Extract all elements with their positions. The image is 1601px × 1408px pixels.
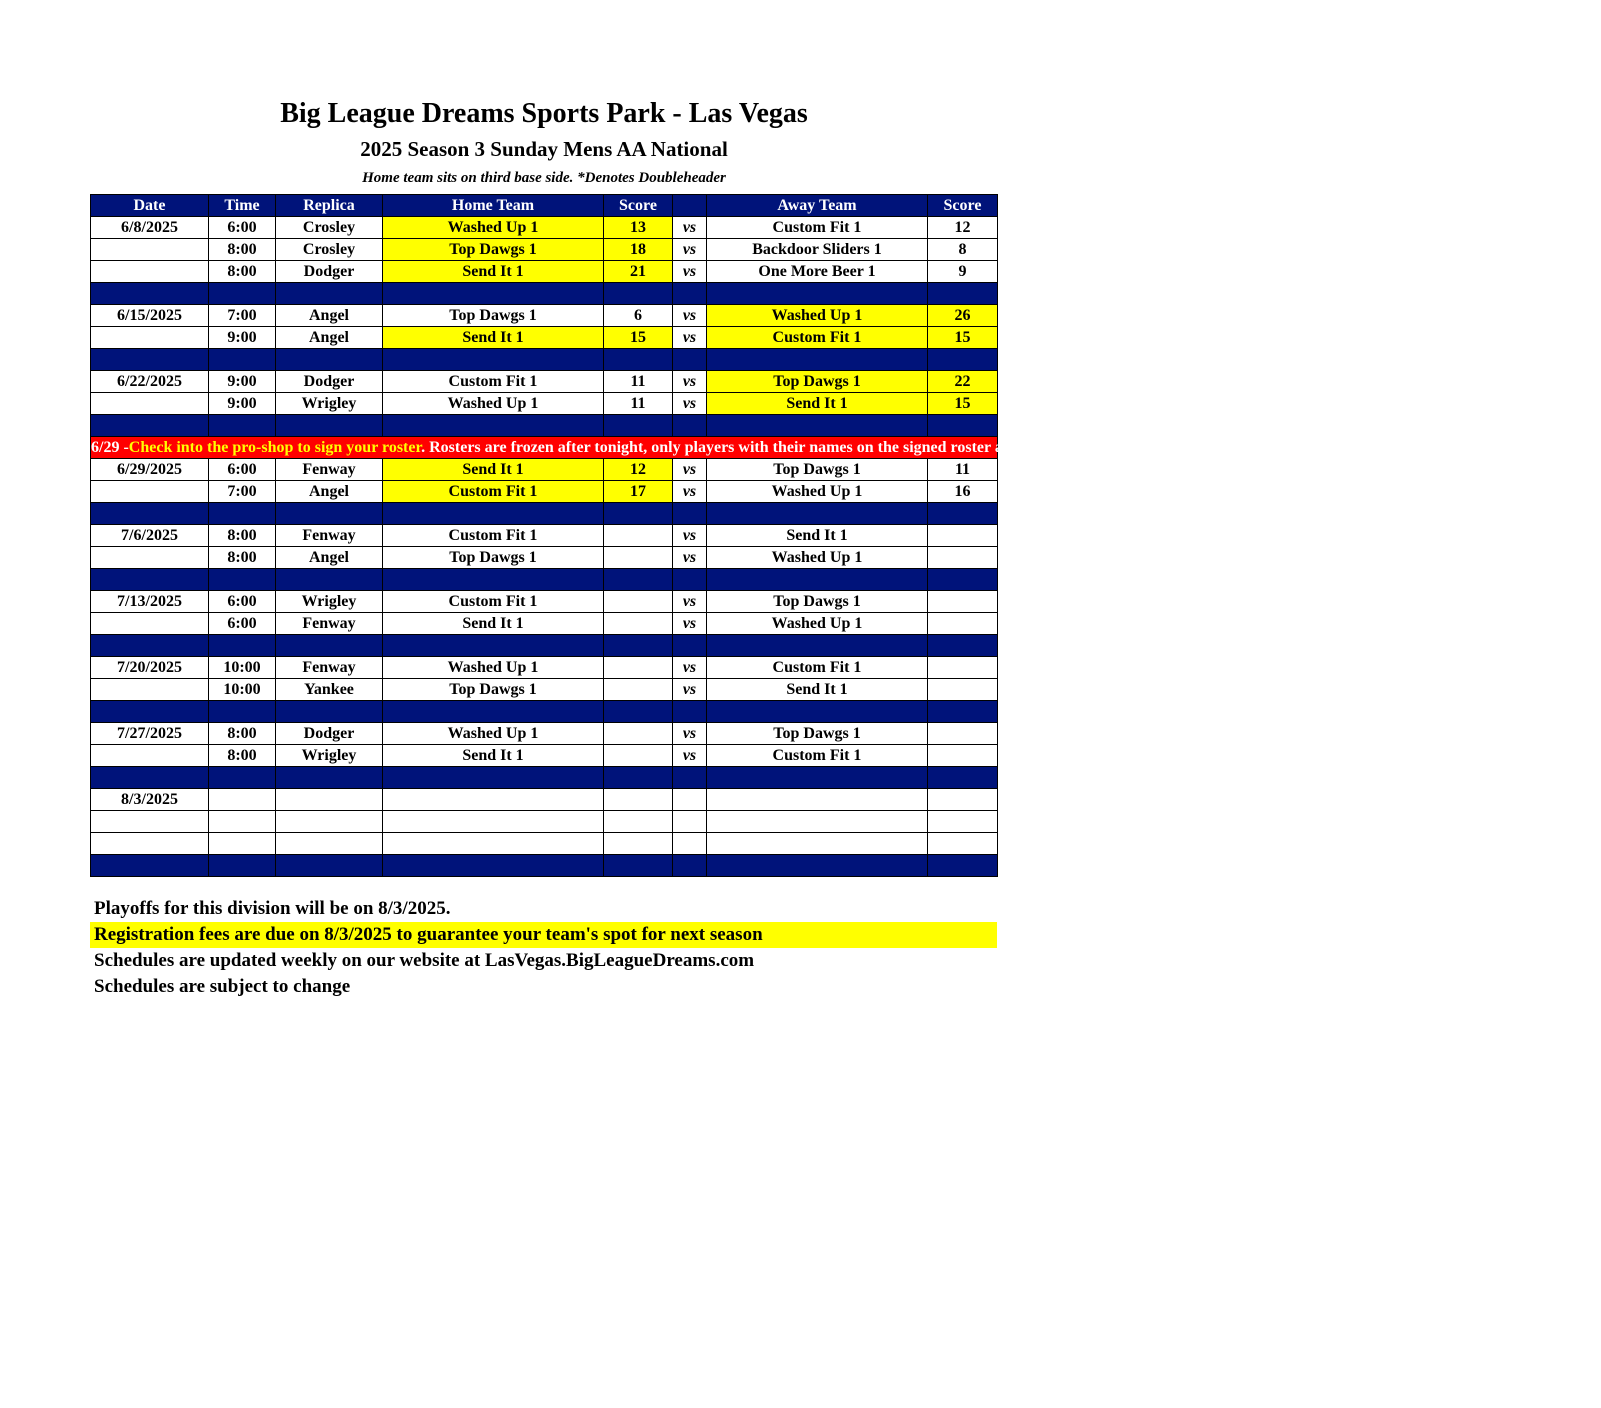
separator-cell — [383, 569, 604, 591]
replica-cell — [276, 811, 383, 833]
game-row — [91, 811, 998, 833]
col-header-away-score: Score — [928, 195, 998, 217]
col-header-vs — [673, 195, 707, 217]
vs-cell: vs — [673, 459, 707, 481]
separator-cell — [707, 855, 928, 877]
separator-cell — [928, 855, 998, 877]
separator-cell — [707, 767, 928, 789]
separator-cell — [604, 415, 673, 437]
replica-cell: Dodger — [276, 723, 383, 745]
away-team-cell: Custom Fit 1 — [707, 745, 928, 767]
replica-cell: Angel — [276, 481, 383, 503]
game-row — [91, 833, 998, 855]
time-cell: 8:00 — [209, 745, 276, 767]
separator-cell — [209, 855, 276, 877]
separator-cell — [707, 569, 928, 591]
away-score-cell: 16 — [928, 481, 998, 503]
separator-cell — [928, 635, 998, 657]
away-score-cell — [928, 613, 998, 635]
replica-cell — [276, 789, 383, 811]
vs-cell: vs — [673, 327, 707, 349]
home-team-cell: Washed Up 1 — [383, 657, 604, 679]
separator-cell — [604, 569, 673, 591]
separator-cell — [91, 503, 209, 525]
time-cell: 6:00 — [209, 591, 276, 613]
separator-cell — [276, 635, 383, 657]
notice-highlight: Check into the pro-shop to sign your roster — [128, 438, 422, 456]
replica-cell: Wrigley — [276, 745, 383, 767]
date-cell — [91, 613, 209, 635]
date-cell — [91, 393, 209, 415]
separator-cell — [673, 855, 707, 877]
separator-cell — [707, 415, 928, 437]
separator-cell — [383, 349, 604, 371]
home-team-cell: Top Dawgs 1 — [383, 679, 604, 701]
away-score-cell — [928, 525, 998, 547]
separator-cell — [928, 349, 998, 371]
separator-row — [91, 283, 998, 305]
home-team-cell: Send It 1 — [383, 459, 604, 481]
separator-cell — [276, 283, 383, 305]
game-row — [91, 591, 998, 613]
away-score-cell — [928, 657, 998, 679]
separator-cell — [707, 283, 928, 305]
home-score-cell — [604, 811, 673, 833]
replica-cell: Angel — [276, 305, 383, 327]
game-row — [91, 239, 998, 261]
separator-cell — [604, 283, 673, 305]
away-team-cell: Custom Fit 1 — [707, 327, 928, 349]
away-team-cell: One More Beer 1 — [707, 261, 928, 283]
time-cell: 10:00 — [209, 657, 276, 679]
time-cell: 9:00 — [209, 393, 276, 415]
separator-cell — [383, 415, 604, 437]
separator-cell — [91, 569, 209, 591]
time-cell: 8:00 — [209, 261, 276, 283]
separator-cell — [209, 701, 276, 723]
time-cell: 6:00 — [209, 613, 276, 635]
col-header-away-team: Away Team — [707, 195, 928, 217]
page-title: Big League Dreams Sports Park - Las Vegas — [280, 98, 808, 129]
separator-cell — [604, 767, 673, 789]
date-cell: 7/27/2025 — [91, 723, 209, 745]
separator-cell — [928, 701, 998, 723]
separator-cell — [383, 635, 604, 657]
away-team-cell — [707, 811, 928, 833]
away-team-cell: Custom Fit 1 — [707, 217, 928, 239]
home-team-cell: Custom Fit 1 — [383, 591, 604, 613]
game-row — [91, 723, 998, 745]
vs-cell — [673, 833, 707, 855]
away-team-cell: Washed Up 1 — [707, 613, 928, 635]
date-cell: 6/15/2025 — [91, 305, 209, 327]
separator-row — [91, 415, 998, 437]
separator-cell — [673, 767, 707, 789]
separator-cell — [707, 503, 928, 525]
vs-cell: vs — [673, 305, 707, 327]
replica-cell: Wrigley — [276, 393, 383, 415]
game-row — [91, 679, 998, 701]
away-score-cell: 12 — [928, 217, 998, 239]
game-row — [91, 613, 998, 635]
home-score-cell — [604, 789, 673, 811]
home-score-cell — [604, 657, 673, 679]
away-team-cell: Washed Up 1 — [707, 481, 928, 503]
game-row — [91, 547, 998, 569]
time-cell: 10:00 — [209, 679, 276, 701]
game-row — [91, 459, 998, 481]
home-score-cell: 15 — [604, 327, 673, 349]
notice-prefix: 6/29 - — [91, 438, 129, 456]
home-score-cell — [604, 525, 673, 547]
date-cell: 7/20/2025 — [91, 657, 209, 679]
separator-cell — [91, 701, 209, 723]
home-team-cell — [383, 811, 604, 833]
replica-cell: Wrigley — [276, 591, 383, 613]
separator-cell — [209, 349, 276, 371]
away-score-cell — [928, 789, 998, 811]
home-score-cell — [604, 833, 673, 855]
home-team-cell: Top Dawgs 1 — [383, 305, 604, 327]
separator-cell — [604, 635, 673, 657]
separator-cell — [91, 415, 209, 437]
separator-row — [91, 635, 998, 657]
vs-cell: vs — [673, 591, 707, 613]
replica-cell: Dodger — [276, 371, 383, 393]
playoffs-note: Playoffs for this division will be on 8/3/2025. — [94, 898, 451, 919]
replica-cell — [276, 833, 383, 855]
page-subtitle: 2025 Season 3 Sunday Mens AA National — [360, 137, 728, 161]
separator-cell — [383, 855, 604, 877]
home-score-cell — [604, 723, 673, 745]
separator-row — [91, 855, 998, 877]
home-team-cell: Top Dawgs 1 — [383, 547, 604, 569]
time-cell — [209, 789, 276, 811]
separator-cell — [91, 855, 209, 877]
time-cell: 8:00 — [209, 723, 276, 745]
time-cell: 9:00 — [209, 327, 276, 349]
replica-cell: Fenway — [276, 657, 383, 679]
home-team-cell: Custom Fit 1 — [383, 525, 604, 547]
game-row — [91, 393, 998, 415]
away-score-cell — [928, 811, 998, 833]
col-header-replica: Replica — [276, 195, 383, 217]
game-row — [91, 217, 998, 239]
separator-cell — [673, 635, 707, 657]
home-team-cell: Custom Fit 1 — [383, 371, 604, 393]
game-row — [91, 525, 998, 547]
away-score-cell — [928, 679, 998, 701]
replica-cell: Fenway — [276, 525, 383, 547]
schedule-body — [91, 217, 1601, 877]
away-score-cell: 9 — [928, 261, 998, 283]
home-score-cell: 6 — [604, 305, 673, 327]
separator-cell — [383, 701, 604, 723]
replica-cell: Crosley — [276, 217, 383, 239]
home-team-cell: Custom Fit 1 — [383, 481, 604, 503]
separator-cell — [276, 349, 383, 371]
replica-cell: Dodger — [276, 261, 383, 283]
replica-cell: Fenway — [276, 613, 383, 635]
game-row — [91, 371, 998, 393]
separator-cell — [928, 569, 998, 591]
separator-cell — [91, 349, 209, 371]
time-cell — [209, 833, 276, 855]
game-row — [91, 261, 998, 283]
away-score-cell — [928, 547, 998, 569]
away-team-cell: Backdoor Sliders 1 — [707, 239, 928, 261]
roster-notice — [91, 437, 1601, 459]
game-row — [91, 789, 998, 811]
game-row — [91, 657, 998, 679]
separator-cell — [209, 503, 276, 525]
date-cell — [91, 547, 209, 569]
away-score-cell: 15 — [928, 393, 998, 415]
separator-cell — [276, 503, 383, 525]
separator-cell — [604, 855, 673, 877]
separator-cell — [604, 349, 673, 371]
date-cell: 7/6/2025 — [91, 525, 209, 547]
away-team-cell — [707, 789, 928, 811]
time-cell: 7:00 — [209, 481, 276, 503]
date-cell: 7/13/2025 — [91, 591, 209, 613]
game-row — [91, 327, 998, 349]
separator-cell — [276, 415, 383, 437]
separator-cell — [604, 701, 673, 723]
home-team-cell: Top Dawgs 1 — [383, 239, 604, 261]
away-team-cell: Custom Fit 1 — [707, 657, 928, 679]
date-cell: 6/29/2025 — [91, 459, 209, 481]
separator-cell — [209, 283, 276, 305]
schedule-table — [90, 194, 1601, 877]
separator-cell — [209, 415, 276, 437]
vs-cell: vs — [673, 371, 707, 393]
home-team-cell: Washed Up 1 — [383, 393, 604, 415]
home-score-cell: 11 — [604, 393, 673, 415]
schedule-note: Home team sits on third base side. *Denotes Doubleheader — [362, 170, 726, 186]
away-team-cell: Washed Up 1 — [707, 547, 928, 569]
time-cell: 7:00 — [209, 305, 276, 327]
separator-row — [91, 767, 998, 789]
home-score-cell: 17 — [604, 481, 673, 503]
home-score-cell: 11 — [604, 371, 673, 393]
separator-cell — [673, 283, 707, 305]
separator-cell — [673, 349, 707, 371]
notice-row — [91, 437, 998, 459]
separator-cell — [91, 767, 209, 789]
away-team-cell: Top Dawgs 1 — [707, 371, 928, 393]
separator-cell — [673, 415, 707, 437]
vs-cell: vs — [673, 239, 707, 261]
separator-cell — [209, 767, 276, 789]
change-note: Schedules are subject to change — [94, 976, 351, 997]
away-score-cell: 15 — [928, 327, 998, 349]
time-cell: 8:00 — [209, 547, 276, 569]
date-cell — [91, 833, 209, 855]
home-score-cell: 18 — [604, 239, 673, 261]
home-team-cell: Send It 1 — [383, 745, 604, 767]
separator-cell — [707, 349, 928, 371]
vs-cell: vs — [673, 393, 707, 415]
home-team-cell: Washed Up 1 — [383, 723, 604, 745]
away-team-cell: Washed Up 1 — [707, 305, 928, 327]
vs-cell: vs — [673, 217, 707, 239]
away-team-cell: Top Dawgs 1 — [707, 459, 928, 481]
replica-cell: Angel — [276, 327, 383, 349]
separator-cell — [383, 283, 604, 305]
away-score-cell: 11 — [928, 459, 998, 481]
separator-cell — [209, 635, 276, 657]
replica-cell: Yankee — [276, 679, 383, 701]
separator-cell — [91, 635, 209, 657]
separator-cell — [276, 767, 383, 789]
date-cell — [91, 261, 209, 283]
col-header-home-score: Score — [604, 195, 673, 217]
away-score-cell: 26 — [928, 305, 998, 327]
replica-cell: Fenway — [276, 459, 383, 481]
vs-cell — [673, 789, 707, 811]
game-row — [91, 745, 998, 767]
away-team-cell: Top Dawgs 1 — [707, 591, 928, 613]
separator-cell — [276, 701, 383, 723]
separator-row — [91, 569, 998, 591]
separator-row — [91, 701, 998, 723]
separator-cell — [673, 701, 707, 723]
separator-cell — [209, 569, 276, 591]
separator-cell — [928, 283, 998, 305]
separator-row — [91, 503, 998, 525]
separator-cell — [383, 503, 604, 525]
separator-row — [91, 349, 998, 371]
home-score-cell — [604, 613, 673, 635]
separator-cell — [928, 767, 998, 789]
date-cell — [91, 239, 209, 261]
replica-cell: Angel — [276, 547, 383, 569]
date-cell — [91, 745, 209, 767]
home-team-cell: Send It 1 — [383, 327, 604, 349]
home-team-cell: Washed Up 1 — [383, 217, 604, 239]
separator-cell — [928, 503, 998, 525]
time-cell — [209, 811, 276, 833]
date-cell — [91, 327, 209, 349]
vs-cell: vs — [673, 525, 707, 547]
registration-note: Registration fees are due on 8/3/2025 to guarantee your team's spot for next season — [90, 922, 997, 948]
away-team-cell: Send It 1 — [707, 393, 928, 415]
date-cell: 6/8/2025 — [91, 217, 209, 239]
away-team-cell: Top Dawgs 1 — [707, 723, 928, 745]
separator-cell — [928, 415, 998, 437]
notice-text: . Rosters are frozen after tonight, only players with their names on the signed roster are eligible for playoffs. Please check carefully as changes will not be made for omissions. — [421, 438, 1601, 456]
col-header-time: Time — [209, 195, 276, 217]
separator-cell — [673, 503, 707, 525]
vs-cell: vs — [673, 745, 707, 767]
separator-cell — [673, 569, 707, 591]
home-score-cell — [604, 745, 673, 767]
home-score-cell — [604, 679, 673, 701]
time-cell: 6:00 — [209, 217, 276, 239]
home-team-cell — [383, 833, 604, 855]
game-row — [91, 481, 998, 503]
away-score-cell — [928, 591, 998, 613]
separator-cell — [707, 701, 928, 723]
away-score-cell — [928, 833, 998, 855]
vs-cell: vs — [673, 723, 707, 745]
separator-cell — [604, 503, 673, 525]
home-score-cell — [604, 591, 673, 613]
away-score-cell: 22 — [928, 371, 998, 393]
time-cell: 6:00 — [209, 459, 276, 481]
table-header-row — [91, 195, 998, 217]
away-team-cell — [707, 833, 928, 855]
home-team-cell: Send It 1 — [383, 613, 604, 635]
date-cell — [91, 811, 209, 833]
time-cell: 8:00 — [209, 525, 276, 547]
date-cell: 8/3/2025 — [91, 789, 209, 811]
away-team-cell: Send It 1 — [707, 679, 928, 701]
separator-cell — [276, 569, 383, 591]
website-note: Schedules are updated weekly on our website at LasVegas.BigLeagueDreams.com — [94, 950, 755, 971]
away-score-cell — [928, 745, 998, 767]
date-cell: 6/22/2025 — [91, 371, 209, 393]
date-cell — [91, 481, 209, 503]
col-header-date: Date — [91, 195, 209, 217]
home-score-cell — [604, 547, 673, 569]
separator-cell — [707, 635, 928, 657]
vs-cell — [673, 811, 707, 833]
vs-cell: vs — [673, 613, 707, 635]
away-score-cell: 8 — [928, 239, 998, 261]
home-score-cell: 13 — [604, 217, 673, 239]
separator-cell — [276, 855, 383, 877]
vs-cell: vs — [673, 657, 707, 679]
vs-cell: vs — [673, 481, 707, 503]
home-score-cell: 21 — [604, 261, 673, 283]
replica-cell: Crosley — [276, 239, 383, 261]
time-cell: 8:00 — [209, 239, 276, 261]
vs-cell: vs — [673, 679, 707, 701]
time-cell: 9:00 — [209, 371, 276, 393]
separator-cell — [383, 767, 604, 789]
vs-cell: vs — [673, 547, 707, 569]
away-team-cell: Send It 1 — [707, 525, 928, 547]
vs-cell: vs — [673, 261, 707, 283]
game-row — [91, 305, 998, 327]
separator-cell — [91, 283, 209, 305]
away-score-cell — [928, 723, 998, 745]
home-team-cell: Send It 1 — [383, 261, 604, 283]
date-cell — [91, 679, 209, 701]
home-score-cell: 12 — [604, 459, 673, 481]
home-team-cell — [383, 789, 604, 811]
col-header-home-team: Home Team — [383, 195, 604, 217]
